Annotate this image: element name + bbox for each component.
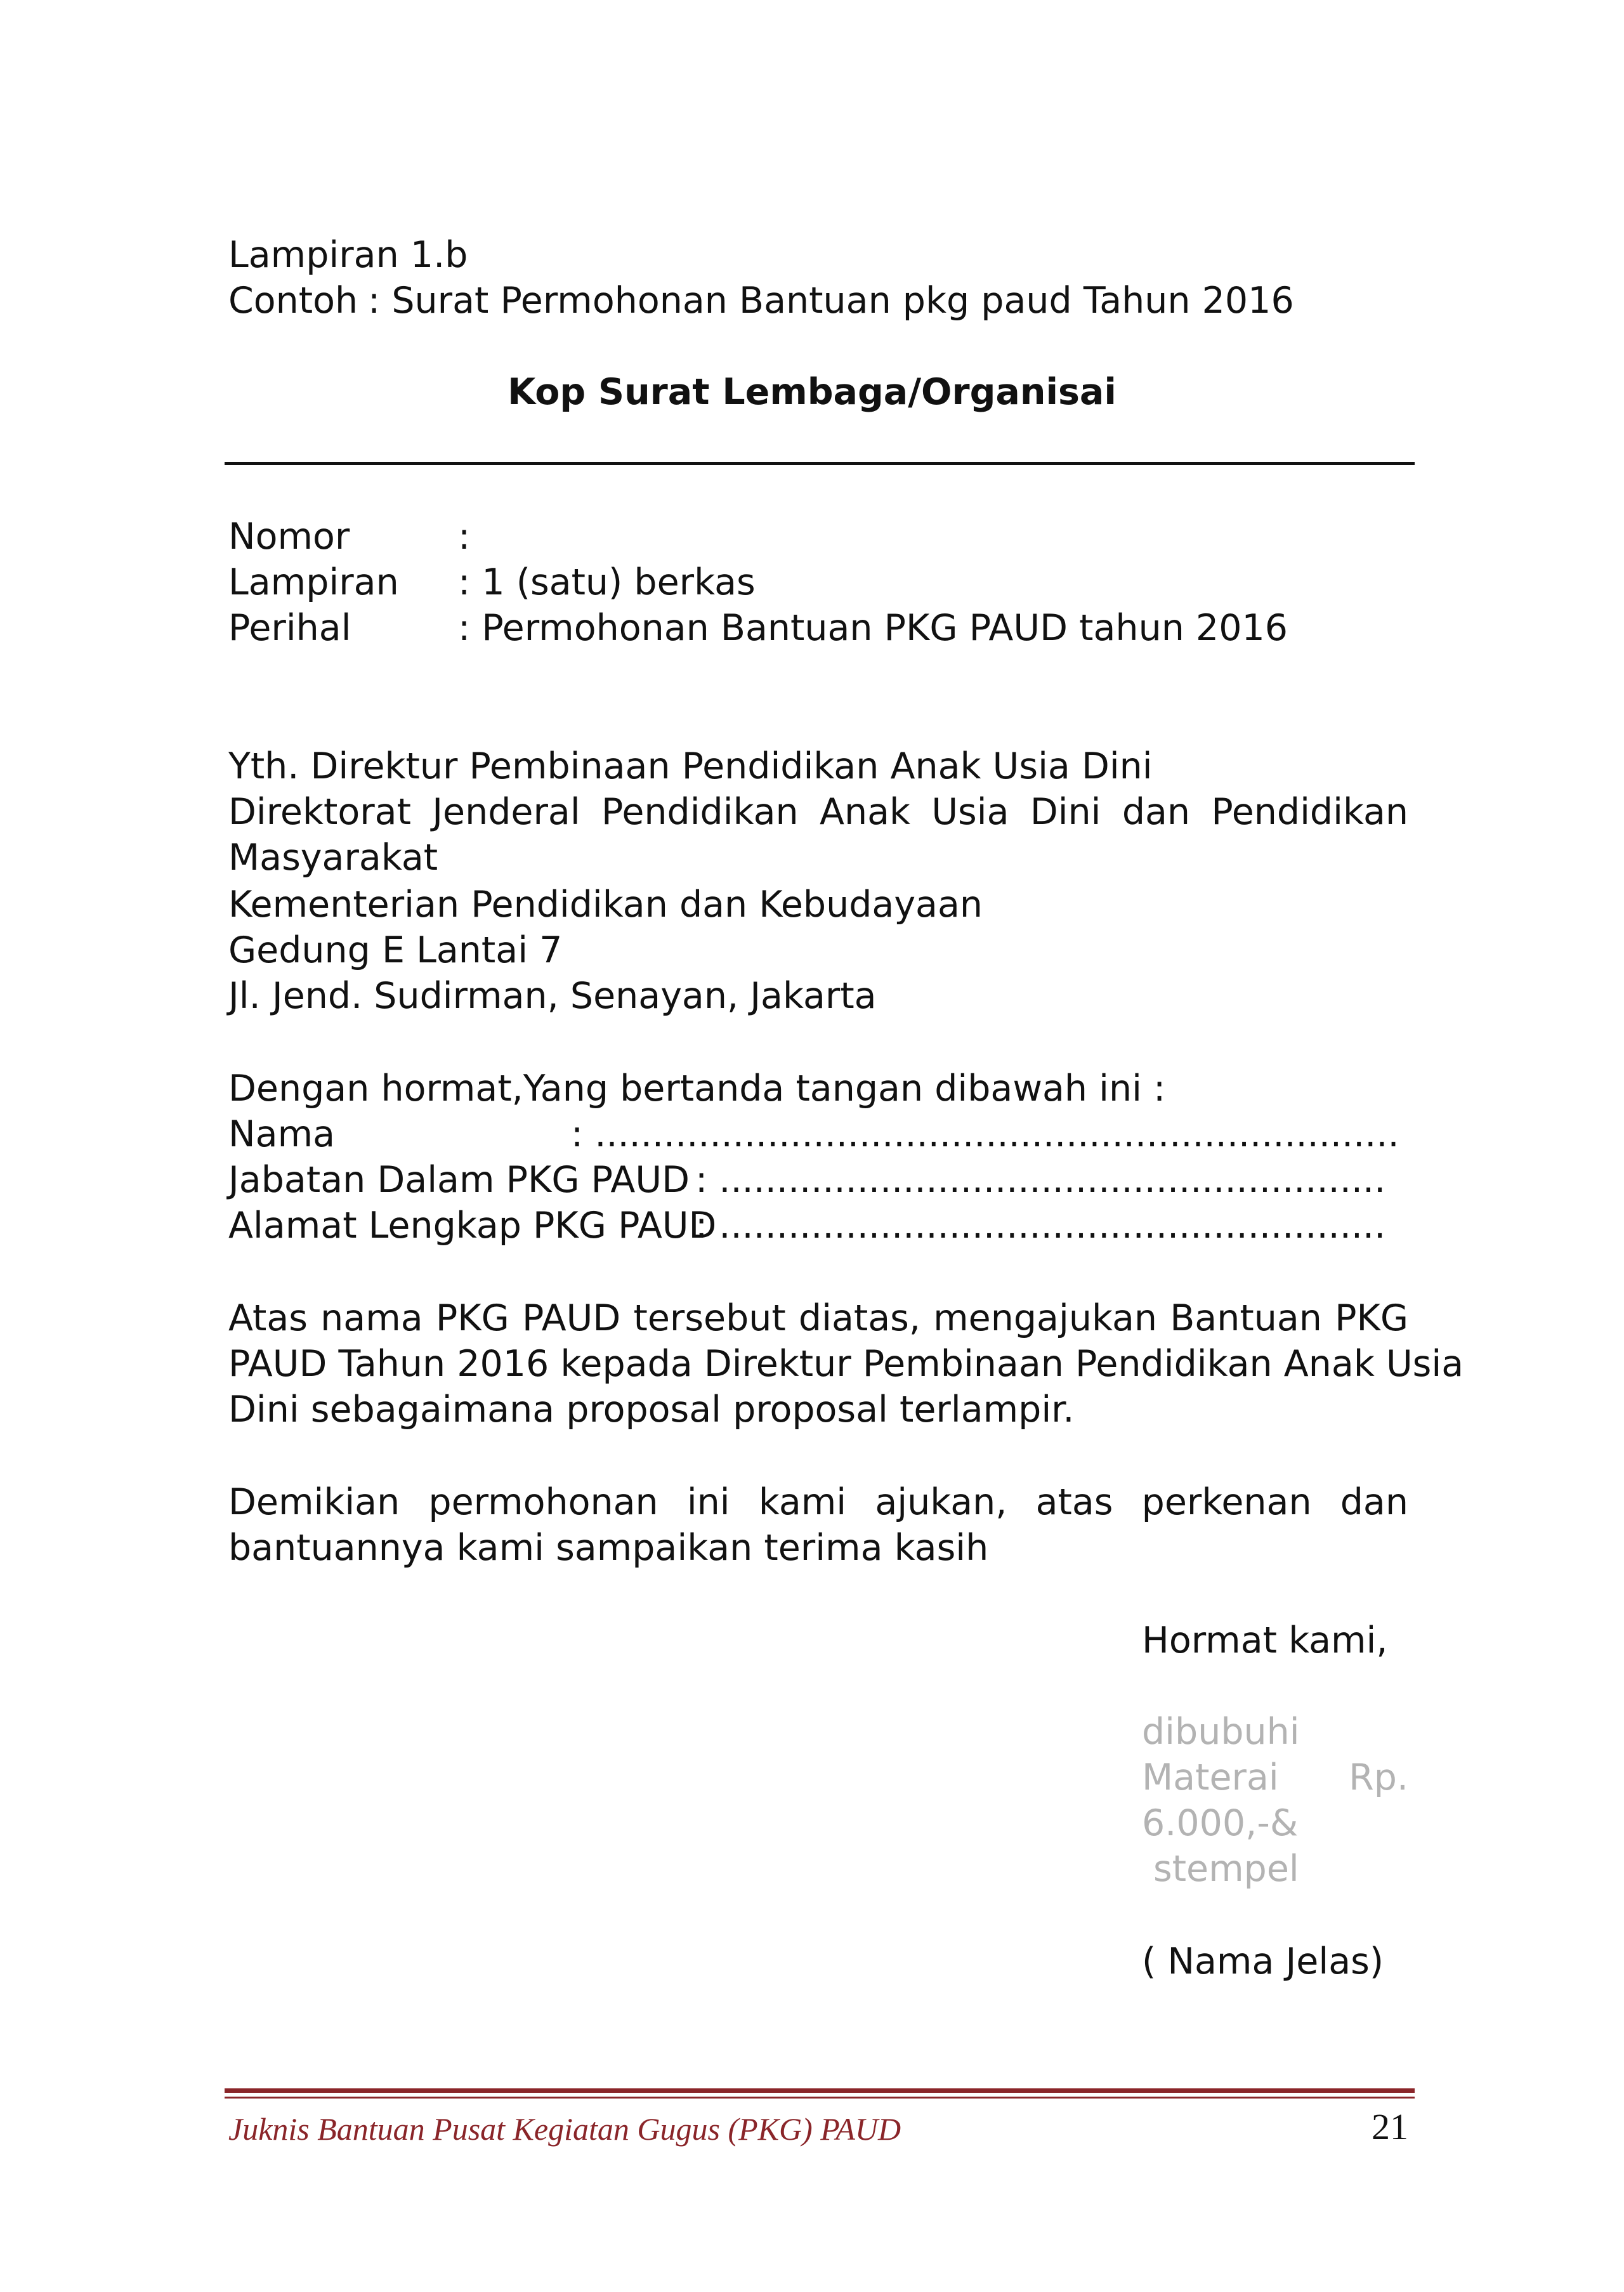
paragraph-1-line-1: Atas nama PKG PAUD tersebut diatas, mengajukan Bantuan PKG: [228, 1297, 1408, 1339]
stamp-line-1: dibubuhi: [1142, 1711, 1300, 1753]
nomor-label: Nomor: [228, 516, 350, 558]
recipient-line-4: Kementerian Pendidikan dan Kebudayaan: [228, 884, 983, 926]
recipient-line-1: Yth. Direktur Pembinaan Pendidikan Anak Usia Dini: [228, 745, 1153, 787]
paragraph-1-line-3: Dini sebagaimana proposal proposal terlampir.: [228, 1389, 1075, 1431]
letterhead-divider: [225, 462, 1415, 465]
perihal-label: Perihal: [228, 607, 351, 649]
footer-title: Juknis Bantuan Pusat Kegiatan Gugus (PKG) PAUD: [228, 2111, 901, 2147]
footer-rule-thick: [225, 2088, 1415, 2093]
jabatan-value: : ..........................................................: [695, 1159, 1386, 1201]
contoh-line: [228, 278, 1294, 324]
stamp-line-4: stempel: [1153, 1848, 1299, 1890]
contoh-text: : Surat Permohonan Bantuan pkg paud Tahun 2016: [368, 280, 1294, 322]
lampiran-heading: Lampiran 1.b: [228, 234, 468, 276]
alamat-value: : ..........................................................: [695, 1205, 1386, 1247]
contoh-label: Contoh: [228, 280, 358, 322]
jabatan-label: Jabatan Dalam PKG PAUD: [228, 1159, 690, 1201]
paragraph-1-line-2: PAUD Tahun 2016 kepada Direktur Pembinaan Pendidikan Anak Usia: [228, 1343, 1464, 1385]
nomor-row: [228, 514, 470, 560]
recipient-line-5: Gedung E Lantai 7: [228, 929, 563, 971]
lampiran-label: Lampiran: [228, 561, 399, 603]
recipient-line-6: Jl. Jend. Sudirman, Senayan, Jakarta: [228, 975, 877, 1017]
recipient-line-2: Direktorat Jenderal Pendidikan Anak Usia Dini dan Pendidikan: [228, 791, 1408, 833]
page-number: 21: [1372, 2106, 1408, 2147]
perihal-row: [228, 605, 1288, 651]
nomor-value: :: [458, 516, 471, 558]
lampiran-row: [228, 560, 756, 605]
alamat-label: Alamat Lengkap PKG PAUD: [228, 1205, 717, 1247]
closing-line: Hormat kami,: [1142, 1620, 1388, 1661]
greeting-line: Dengan hormat,Yang bertanda tangan dibawah ini :: [228, 1068, 1166, 1110]
paragraph-2-line-1: Demikian permohonan ini kami ajukan, atas perkenan dan: [228, 1481, 1408, 1523]
alamat-row: [228, 1203, 1385, 1248]
kop-surat-title: Kop Surat Lembaga/Organisai: [508, 371, 1116, 413]
nama-value: : ......................................................................: [571, 1113, 1399, 1155]
jabatan-row: [228, 1157, 1385, 1203]
nama-label: Nama: [228, 1113, 336, 1155]
stamp-line-3: 6.000,-&: [1142, 1802, 1299, 1844]
stamp-line-2: [1142, 1755, 1408, 1800]
stamp-materai: Materai: [1142, 1757, 1279, 1798]
perihal-value: : Permohonan Bantuan PKG PAUD tahun 2016: [458, 607, 1288, 649]
stamp-rp: Rp.: [1349, 1757, 1408, 1798]
lampiran-value: : 1 (satu) berkas: [458, 561, 756, 603]
footer-rule-thin: [225, 2097, 1415, 2099]
signatory-name: ( Nama Jelas): [1142, 1941, 1384, 1982]
recipient-line-3: Masyarakat: [228, 837, 438, 879]
paragraph-2-line-2: bantuannya kami sampaikan terima kasih: [228, 1527, 989, 1569]
nama-row: [228, 1111, 1399, 1157]
